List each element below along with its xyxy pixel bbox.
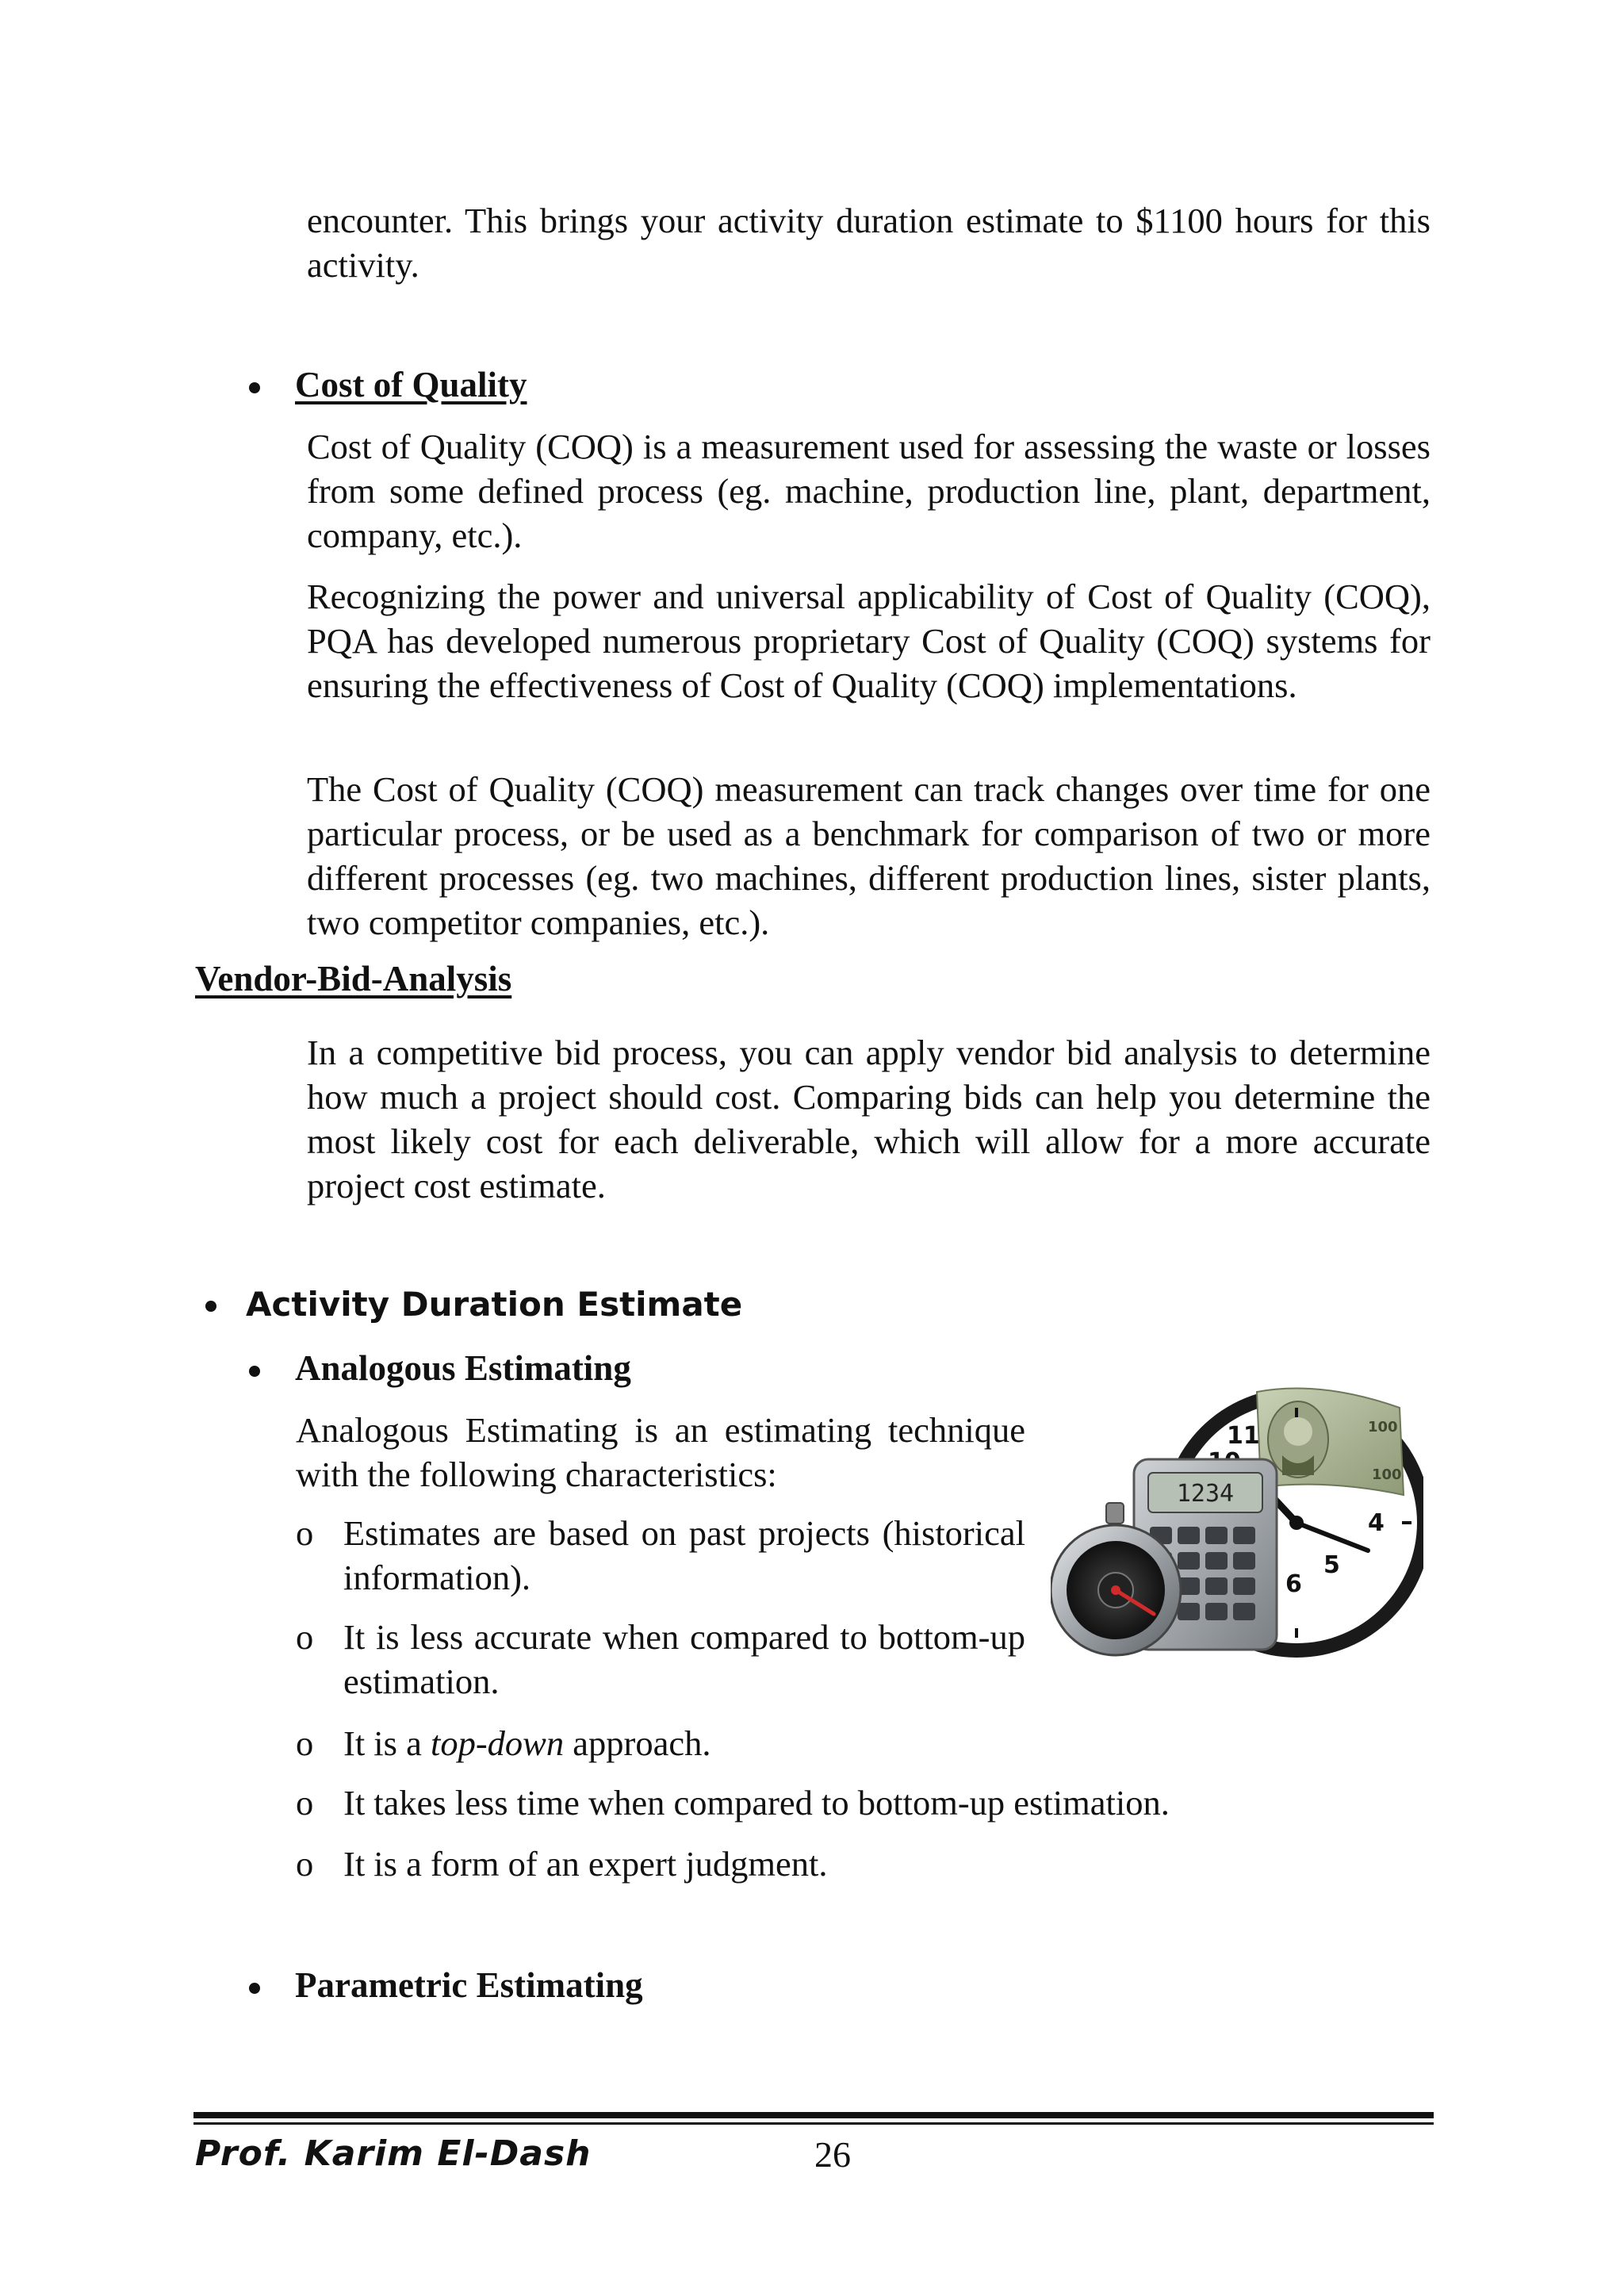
list-item: [296, 1615, 1025, 1704]
svg-text:100: 100: [1372, 1466, 1402, 1483]
coq-paragraph-1: Cost of Quality (COQ) is a measurement used for assessing the waste or losses from some defined process (eg. machine, production line, plant, department, company, etc.).: [307, 427, 1431, 555]
clock-calculator-stopwatch-image: [1051, 1376, 1423, 1685]
dollar-bill: [1257, 1389, 1404, 1496]
analogous-intro: Analogous Estimating is an estimating technique with the following characteristics:: [296, 1410, 1025, 1494]
coq-paragraph-2: Recognizing the power and universal applicability of Cost of Quality (COQ), PQA has developed numerous proprietary Cost of Quality (COQ) systems for ensuring the effectiveness of Cost of Quality (COQ) implementations.: [307, 577, 1431, 705]
list-item-text-italic: top-down: [431, 1723, 565, 1763]
bullet-dot: [249, 1366, 260, 1377]
list-item-text: Estimates are based on past projects (historical information).: [343, 1513, 1025, 1597]
clock-number: 5: [1323, 1551, 1340, 1579]
list-item: [296, 1842, 1485, 1886]
svg-text:100: 100: [1368, 1419, 1398, 1435]
bullet-dot: [249, 382, 260, 393]
clock-number: 6: [1285, 1570, 1302, 1598]
list-item: [296, 1780, 1485, 1825]
coq-paragraph-3: The Cost of Quality (COQ) measurement can track changes over time for one particular process, or be used as a benchmark for comparison of two or more different processes (eg. two machines, different production lines, sister plants, two competitor companies, etc.).: [307, 769, 1431, 942]
analogous-list-a: [296, 1511, 1025, 1600]
list-bullet: o: [296, 1783, 314, 1823]
list-item-text: It takes less time when compared to bottom-up estimation.: [343, 1783, 1170, 1823]
analogous-list-c: [296, 1721, 1485, 1765]
list-item-text: It is a form of an expert judgment.: [343, 1844, 828, 1884]
footer-rule-thick: [193, 2112, 1434, 2118]
analogous-list-e: [296, 1842, 1485, 1886]
footer-author: Prof. Karim El-Dash: [195, 2133, 592, 2174]
list-item: [296, 1511, 1025, 1600]
intro-paragraph: encounter. This brings your activity duration estimate to $1100 hours for this activity.: [307, 201, 1431, 285]
calculator-display: 1234: [1176, 1480, 1235, 1508]
list-bullet: o: [296, 1844, 314, 1884]
list-bullet: o: [296, 1723, 314, 1763]
vendor-bid-paragraph: In a competitive bid process, you can apply vendor bid analysis to determine how much a project should cost. Comparing bids can help you determine the most likely cost for each deliverable, which will allow for a more accurate project cost estimate.: [307, 1033, 1431, 1205]
analogous-list-b: [296, 1615, 1025, 1704]
list-item-text: It is less accurate when compared to bottom-up estimation.: [343, 1617, 1025, 1701]
activity-duration-heading: Activity Duration Estimate: [246, 1285, 743, 1324]
list-item-text-after: approach.: [564, 1723, 711, 1763]
analogous-list-d: [296, 1780, 1485, 1825]
cost-of-quality-heading: Cost of Quality: [295, 365, 527, 404]
parametric-heading: Parametric Estimating: [295, 1965, 643, 2005]
bullet-dot: [249, 1983, 260, 1994]
list-item: [296, 1721, 1485, 1765]
time-money-illustration: [1051, 1376, 1423, 1685]
clock-number: 11: [1227, 1422, 1260, 1450]
footer-rule-thin: [193, 2122, 1434, 2125]
clock-number: 4: [1368, 1509, 1385, 1537]
vendor-bid-heading: Vendor-Bid-Analysis: [195, 959, 512, 999]
list-bullet: o: [296, 1617, 314, 1657]
analogous-heading: Analogous Estimating: [295, 1348, 631, 1388]
page-number: 26: [814, 2134, 851, 2175]
bullet-dot: [205, 1301, 216, 1312]
list-item-text-before: It is a: [343, 1723, 431, 1763]
list-bullet: o: [296, 1513, 314, 1553]
